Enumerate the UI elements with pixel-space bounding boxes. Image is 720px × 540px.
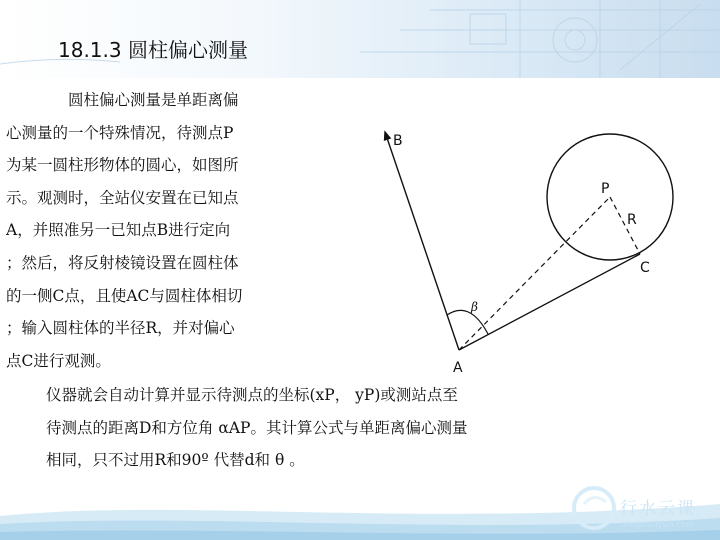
label-p: P [601, 181, 610, 197]
text-line: 圆柱偏心测量是单距离偏 [6, 91, 239, 109]
line-ab [386, 135, 459, 350]
text-line: 为某一圆柱形物体的圆心，如图所 [6, 156, 239, 175]
text-line: 仪器就会自动计算并显示待测点的坐标(xP， yP)或测站点至 [46, 386, 458, 404]
text-line: 待测点的距离D和方位角 αAP。其计算公式与单距离偏心测量 [46, 418, 468, 437]
label-a: A [453, 360, 463, 376]
label-c: C [640, 260, 650, 276]
text-line: ；输入圆柱体的半径R，并对偏心 [6, 319, 235, 338]
text-line: ；然后，将反射棱镜设置在圆柱体 [6, 253, 239, 272]
line-ac [459, 254, 640, 350]
watermark-logo-text: 行水云课 [620, 499, 696, 519]
text-line: 心测量的一个特殊情况，待测点P [6, 123, 234, 142]
watermark-logo-url: xingshuiyun.com [622, 520, 695, 530]
text-line: 的一侧C点，且使AC与圆柱体相切 [6, 286, 243, 305]
label-beta: β [471, 300, 478, 314]
label-r: R [627, 212, 637, 228]
angle-beta-arc [447, 310, 488, 334]
text-line: 点C进行观测。 [6, 351, 111, 370]
text-line: 相同，只不过用R和90º 代替d和 θ 。 [46, 451, 305, 470]
label-b: B [393, 133, 403, 149]
slide-title: 18.1.3 圆柱偏心测量 [58, 38, 248, 62]
text-line: 示。观测时，全站仪安置在已知点 [6, 188, 239, 207]
line-ap-dashed [459, 197, 610, 350]
text-line: A，并照准另一已知点B进行定向 [6, 221, 231, 240]
